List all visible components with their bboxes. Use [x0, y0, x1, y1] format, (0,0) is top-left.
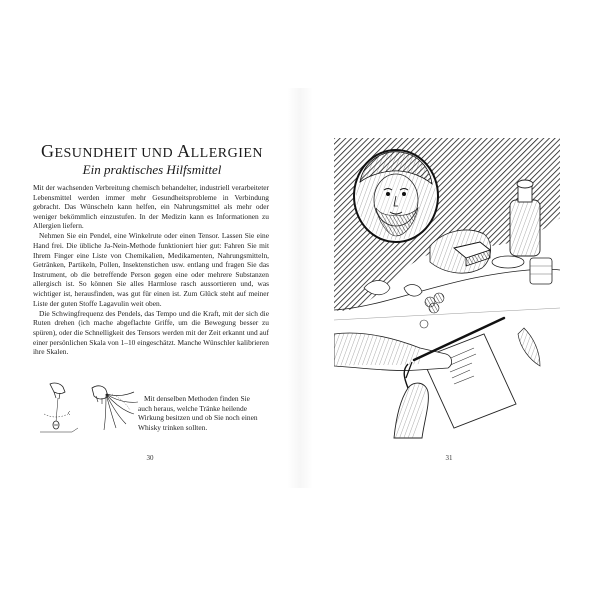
title-part-1: ESUNDHEIT UND	[54, 146, 178, 161]
paragraph-2: Nehmen Sie ein Pendel, eine Winkelrute oder einen Tensor. Lassen Sie eine Hand frei. Die übliche Ja-Nein-Methode funktioniert hier gut: Fahren Sie mit Ihrem Finger eine Liste von Chemikalien, Medikamenten, Nahrungsmitteln, Getränken, Partikeln, Pollen, Insektenstichen usw. entlang und fragen Sie das Instrument, ob die betreffende Person gegen eine oder mehrere Substanzen allergisch ist. So können Sie alles Harmlose rasch aussortieren und, was wichtiger ist, herausfinden, was gut für einen ist. Zum Glück steht auf meiner Liste der guten Stoffe Lagavulin weit oben.	[33, 231, 269, 308]
page-number-right: 31	[445, 454, 453, 462]
closing-paragraph	[138, 394, 258, 432]
paragraph-3: Die Schwingfrequenz des Pendels, das Tempo und die Kraft, mit der sich die Ruten drehen (ich mache abgeflachte Griffe, um die Bewegung besser zu spüren), oder die Schnelligkeit des Tensors werden mit der Zeit erkannt und auf einer persönlichen Skala von 1–10 eingeschätzt. Manche Wünschler kalibrieren ihre Skalen.	[33, 308, 269, 357]
dowsing-rod-hand-icon	[84, 378, 142, 440]
body-text	[33, 183, 269, 357]
title-part-2: LLERGIEN	[190, 146, 264, 161]
title-initial-2: A	[177, 141, 191, 161]
title-initial-1: G	[40, 141, 55, 161]
pendulum-hand-icon	[32, 380, 84, 440]
chapter-subtitle: Ein praktisches Hilfsmittel	[82, 162, 222, 177]
chapter-title	[30, 141, 274, 162]
paragraph-1: Mit der wachsenden Verbreitung chemisch behandelter, industriell verarbeiteter Lebensmittel werden immer mehr Gesundheitsprobleme in Verbindung gebracht. Das Wünscheln kann helfen, ein Nahrungsmittel als mehr oder weniger bekömmlich einzustufen. In der Medizin kann es Informationen zu Allergien liefern.	[33, 183, 269, 231]
page-number-left: 30	[146, 454, 154, 462]
dowser-with-pendulum-illustration	[334, 138, 560, 440]
right-page	[300, 0, 600, 600]
closing-paragraph-text: Mit denselben Methoden finden Sie auch heraus, welche Tränke heilende Wirkung besitzen und ob Sie noch einen Whisky trinken sollten.	[138, 394, 258, 432]
